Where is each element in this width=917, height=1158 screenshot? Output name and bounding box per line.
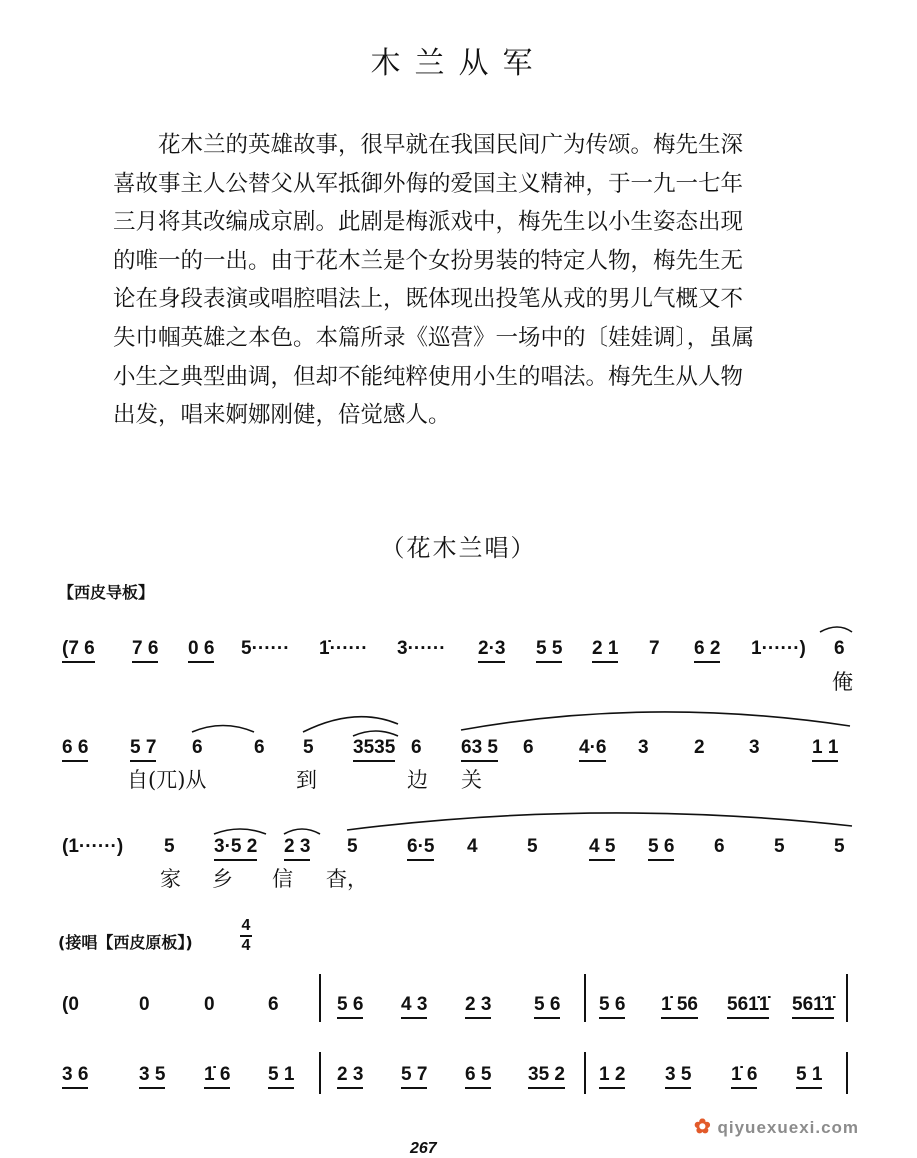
page-title: 木兰从军 — [370, 46, 547, 81]
note-group: 5 1 — [268, 1064, 294, 1089]
time-signature-top: 4 — [241, 917, 251, 934]
watermark-text: qiyuexuexi.com — [717, 1118, 860, 1137]
note-group: 6 — [192, 737, 203, 758]
note-group: 3 6 — [62, 1064, 88, 1089]
intro-line: 喜故事主人公替父从军抵御外侮的爱国主义精神，于一九一七年 — [113, 170, 744, 197]
time-signature-bottom: 4 — [241, 937, 251, 954]
note-group: 4 — [467, 836, 478, 857]
note-group: 5 1 — [796, 1064, 822, 1089]
section-label-yuanban: (接唱【西皮原板】) — [58, 933, 193, 952]
lyric: 杳， — [326, 867, 368, 891]
note-group: 1̇ 6 — [731, 1064, 757, 1089]
note-group: 6·5 — [407, 836, 434, 861]
note-group: 3 — [749, 737, 760, 758]
intro-line: 出发，唱来婀娜刚健，倍觉感人。 — [113, 402, 451, 429]
slur — [303, 717, 398, 732]
intro-line: 花木兰的英雄故事，很早就在我国民间广为传颂。梅先生深 — [158, 132, 744, 158]
note-group: 6 6 — [62, 737, 88, 762]
lyric: 关 — [461, 768, 482, 792]
note-group: 1 1 — [812, 737, 838, 762]
note-group: (1······) — [62, 836, 124, 857]
lyric: 到 — [296, 768, 317, 792]
slur — [347, 813, 852, 830]
singer-heading: （花木兰唱） — [380, 534, 537, 562]
note-group: 1 2 — [599, 1064, 625, 1089]
intro-line: 论在身段表演或唱腔唱法上，既体现出投笔从戎的男儿气概又不 — [113, 286, 744, 313]
page-number: 267 — [410, 1140, 437, 1157]
lyric: 自(兀)从 — [127, 768, 207, 792]
slur — [284, 829, 320, 834]
note-group: 1······) — [751, 638, 806, 659]
note-group: 2·3 — [478, 638, 505, 663]
note-group: 0 — [139, 994, 150, 1015]
note-group: 0 — [204, 994, 215, 1015]
note-group: 2 3 — [337, 1064, 363, 1089]
note-group: 2 — [694, 737, 705, 758]
lyric: 信 — [272, 867, 293, 891]
note-group: 2 3 — [284, 836, 310, 861]
note-group: 4 5 — [589, 836, 615, 861]
lyric: 边 — [407, 768, 428, 792]
watermark-logo: ✿ qiyuexuexi.com — [694, 1116, 860, 1138]
note-group: 6 — [834, 638, 845, 659]
note-group: 3 5 — [139, 1064, 165, 1089]
note-group: 0 6 — [188, 638, 214, 663]
note-group: 3535 — [353, 737, 395, 762]
note-group: 6 5 — [465, 1064, 491, 1089]
note-group: 5 — [347, 836, 358, 857]
note-group: 5 7 — [130, 737, 156, 762]
note-group: 6 — [714, 836, 725, 857]
intro-line: 小生之典型曲调，但却不能纯粹使用小生的唱法。梅先生从人物 — [113, 363, 744, 390]
note-group: 5 6 — [534, 994, 560, 1019]
note-group: 3 5 — [665, 1064, 691, 1089]
note-group: 2 3 — [465, 994, 491, 1019]
note-group: 5 — [164, 836, 175, 857]
note-group: 1̇ 6 — [204, 1064, 230, 1089]
slur — [461, 712, 850, 730]
note-group: 6 — [254, 737, 265, 758]
note-group: 4·6 — [579, 737, 606, 762]
note-group: 3 — [638, 737, 649, 758]
note-group: 2 1 — [592, 638, 618, 663]
lyric: 俺 — [832, 670, 853, 694]
intro-line: 失巾帼英雄之本色。本篇所录《巡营》一场中的〔娃娃调〕，虽属 — [113, 324, 755, 351]
intro-line: 三月将其改编成京剧。此剧是梅派戏中，梅先生以小生姿态出现 — [113, 209, 744, 236]
note-group: 3·5 2 — [214, 836, 257, 861]
lyric: 乡 — [212, 867, 233, 891]
note-group: 5 5 — [536, 638, 562, 663]
note-group: 5 6 — [599, 994, 625, 1019]
note-group: 1̇ 56 — [661, 994, 698, 1019]
note-group: 63 5 — [461, 737, 498, 762]
lyric: 家 — [160, 867, 181, 891]
note-group: 1̇······ — [319, 638, 368, 659]
note-group: 561̇1̇ — [792, 994, 834, 1019]
note-group: 5 7 — [401, 1064, 427, 1089]
slur — [353, 731, 398, 736]
section-label-daoban: 【西皮导板】 — [58, 583, 155, 602]
note-group: 6 — [523, 737, 534, 758]
note-group: 561̇1̇ — [727, 994, 769, 1019]
note-group: 4 3 — [401, 994, 427, 1019]
note-group: 6 2 — [694, 638, 720, 663]
note-group: (0 — [62, 994, 79, 1015]
note-group: 5······ — [241, 638, 290, 659]
note-group: (7 6 — [62, 638, 95, 663]
note-group: 5 — [303, 737, 314, 758]
note-group: 7 — [649, 638, 660, 659]
note-group: 6 — [268, 994, 279, 1015]
note-group: 5 6 — [648, 836, 674, 861]
slur — [820, 627, 852, 632]
note-group: 6 — [411, 737, 422, 758]
note-group: 3······ — [397, 638, 446, 659]
note-group: 7 6 — [132, 638, 158, 663]
note-group: 5 — [527, 836, 538, 857]
slur — [192, 726, 254, 733]
note-group: 35 2 — [528, 1064, 565, 1089]
note-group: 5 — [834, 836, 845, 857]
intro-line: 的唯一的一出。由于花木兰是个女扮男装的特定人物，梅先生无 — [113, 247, 744, 274]
note-group: 5 6 — [337, 994, 363, 1019]
note-group: 5 — [774, 836, 785, 857]
slur — [214, 829, 266, 834]
